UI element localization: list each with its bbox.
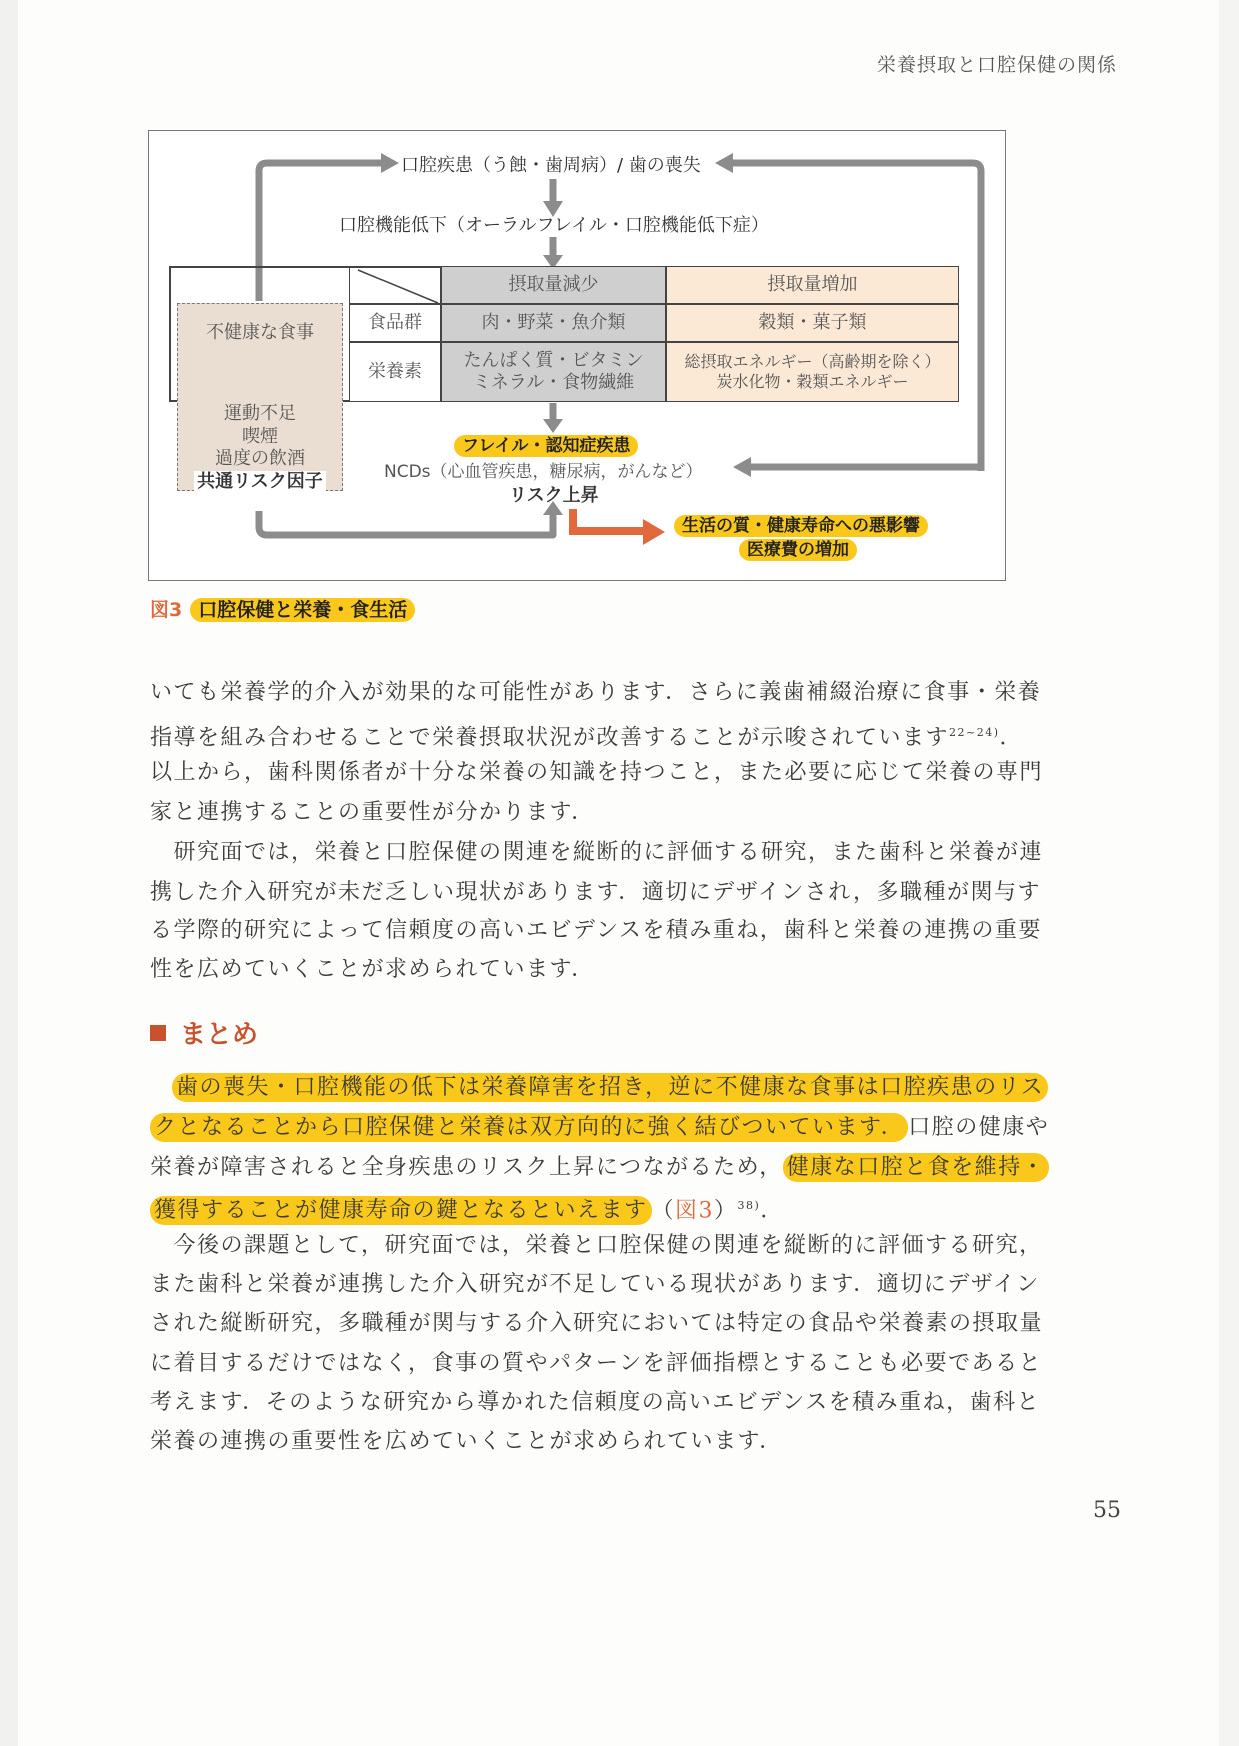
body-text: 栄養が障害されると全身疾患のリスク上昇につながるため，: [150, 1155, 783, 1180]
diagonal-line: [350, 267, 442, 305]
label-oral-disease: 口腔疾患（う蝕・歯周病）/ 歯の喪失: [401, 155, 701, 176]
figure-number: 図3: [150, 599, 183, 621]
highlighted-text: 獲得することが健康寿命の鍵となるといえます: [150, 1196, 652, 1225]
body-text: 口腔の健康や: [908, 1115, 1050, 1140]
summary-line: [150, 1072, 1045, 1104]
arrowhead: [733, 457, 751, 477]
nutrient-decrease-line: たんぱく質・ビタミン: [463, 349, 644, 371]
header-decrease: 摂取量減少: [441, 266, 666, 304]
body-text: ．: [999, 725, 1024, 751]
nutrient-decrease-line: ミネラル・食物繊維: [472, 372, 635, 393]
body-line: いても栄養学的介入が効果的な可能性があります．さらに義歯補綴治療に食事・栄養: [150, 680, 1042, 705]
highlighted-text: クとなることから口腔保健と栄養は双方向的に強く結びついています．: [150, 1113, 908, 1142]
body-line: 研究面では，栄養と口腔保健の関連を縦断的に評価する研究，また歯科と栄養が連: [150, 840, 1044, 865]
cell-nutrient-decrease: [441, 342, 666, 402]
label-risk-up: リスク上昇: [509, 485, 599, 506]
risk-factor: 運動不足: [224, 403, 296, 424]
label-oral-function-decline: 口腔機能低下（オーラルフレイル・口腔機能低下症）: [339, 215, 769, 236]
body-line: 家と連携することの重要性が分かります．: [150, 800, 595, 825]
arrowhead: [381, 153, 399, 173]
section-heading: [150, 1014, 258, 1051]
citation: 38): [737, 1199, 761, 1212]
body-line: る学際的研究によって信頼度の高いエビデンスを積み重ね，歯科と栄養の連携の重要: [150, 918, 1042, 943]
risk-factor: 過度の飲酒: [215, 448, 305, 469]
summary-line: [150, 1112, 1050, 1144]
outcome-highlight: 生活の質・健康寿命への悪影響: [674, 515, 928, 537]
cell-nutrient-increase: [666, 342, 959, 402]
risk-factor: 喫煙: [242, 425, 278, 447]
figure-diagram: [148, 130, 1006, 581]
page-edge: [0, 0, 18, 1746]
citation: 22~24): [949, 726, 1000, 739]
highlighted-text: 健康な口腔と食を維持・: [783, 1153, 1050, 1182]
figure-reference-link[interactable]: 図3: [675, 1198, 715, 1224]
nutrient-increase-line: 総摂取エネルギー（高齢期を除く）: [684, 352, 941, 371]
paren: ）: [714, 1198, 738, 1224]
arrow-orange-outcome: [573, 509, 645, 531]
body-line: 携した介入研究が未だ乏しい現状があります．適切にデザインされ，多職種が関与す: [150, 880, 1042, 905]
table-corner-cell: [349, 266, 441, 304]
outcome-highlight: 医療費の増加: [739, 539, 857, 561]
row-label-nutrient: 栄養素: [349, 342, 441, 402]
row-label-food: 食品群: [349, 304, 441, 342]
section-title: まとめ: [180, 1020, 259, 1050]
figure-title: 口腔保健と栄養・食生活: [190, 598, 415, 622]
body-line: [150, 717, 1024, 754]
label-frailty: [454, 431, 638, 456]
figure-caption: [150, 595, 415, 622]
body-line: された縦断研究，多職種が関与する介入研究においては特定の食品や栄養素の摂取量: [150, 1311, 1044, 1336]
label-unhealthy-diet: 不健康な食事: [206, 322, 314, 343]
body-text: ．: [760, 1198, 784, 1224]
body-line: 今後の課題として，研究面では，栄養と口腔保健の関連を縦断的に評価する研究，: [150, 1233, 1043, 1258]
label-outcome-cost: [739, 535, 857, 560]
square-bullet-icon: [150, 1025, 166, 1041]
body-line: また歯科と栄養が連携した介入研究が不足している現状があります．適切にデザイン: [150, 1272, 1040, 1297]
label-outcome-qol: [674, 511, 928, 536]
body-line: に着目するだけではなく，食事の質やパターンを評価指標とすることも必要であると: [150, 1351, 1043, 1376]
highlighted-text: 歯の喪失・口腔機能の低下は栄養障害を招き，逆に不健康な食事は口腔疾患のリス: [172, 1073, 1048, 1102]
label-ncds: NCDs（心血管疾患，糖尿病，がんなど）: [384, 462, 703, 482]
body-text: 指導を組み合わせることで栄養摂取状況が改善することが示唆されています: [150, 725, 950, 751]
cell-food-decrease: 肉・野菜・魚介類: [441, 304, 666, 342]
summary-line: [150, 1152, 1046, 1184]
arrow-common-risk-to-risk-up: [259, 511, 553, 535]
arrowhead: [715, 153, 733, 173]
label-common-risk: 共通リスク因子: [194, 471, 326, 494]
cell-food-increase: 穀類・菓子類: [666, 304, 959, 342]
running-header: 栄養摂取と口腔保健の関係: [876, 54, 1117, 76]
header-increase: 摂取量増加: [666, 266, 959, 304]
arrowhead-orange: [643, 519, 665, 545]
nutrient-increase-line: 炭水化物・穀類エネルギー: [716, 372, 909, 391]
body-line: 以上から，歯科関係者が十分な栄養の知識を持つこと，また必要に応じて栄養の専門: [150, 760, 1044, 785]
body-line: 考えます．そのような研究から導かれた信頼度の高いエビデンスを積み重ね，歯科と: [150, 1390, 1041, 1415]
body-line: 栄養の連携の重要性を広めていくことが求められています．: [150, 1429, 783, 1454]
frailty-highlight: フレイル・認知症疾患: [454, 435, 638, 457]
page-number: 55: [1093, 1498, 1121, 1523]
body-line: 性を広めていくことが求められています．: [150, 957, 595, 982]
page-edge: [1219, 0, 1239, 1746]
paren: （: [651, 1198, 676, 1224]
summary-line: [150, 1190, 1005, 1227]
risk-factor-list: [177, 403, 343, 493]
